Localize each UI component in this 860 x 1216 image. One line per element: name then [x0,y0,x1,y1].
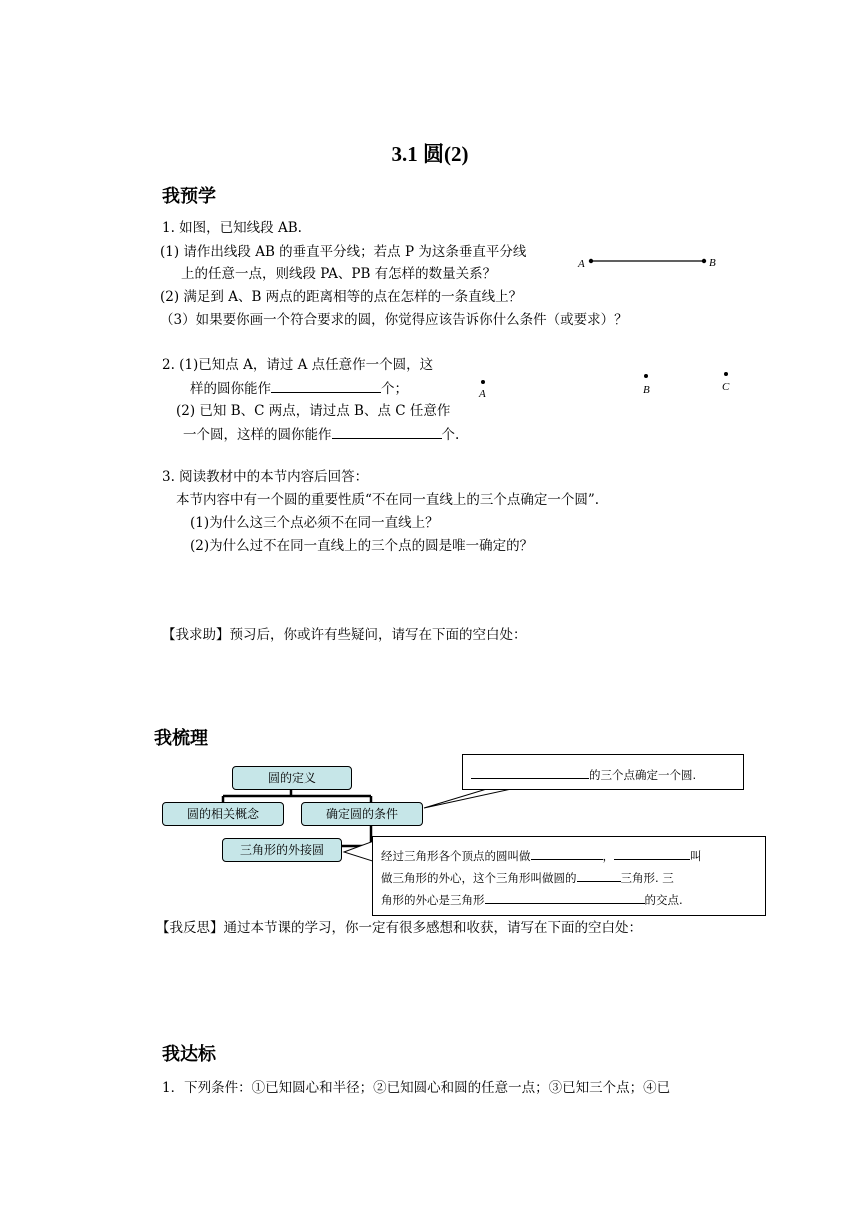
callout2-line3-b: 的交点. [644,893,683,907]
q3-line4: (2)为什么过不在同一直线上的三个点的圆是唯一确定的？ [190,538,534,554]
callout2-blank-3 [577,869,621,882]
q2-blank-1 [271,378,381,393]
box-related-concepts: 圆的相关概念 [162,802,284,826]
point-c-label: C [722,381,730,393]
q1-line3: 上的任意一点，则线段 PA、PB 有怎样的数量关系？ [181,266,497,282]
q2-line4-text: 一个圆，这样的圆你能作 [183,427,332,443]
callout2-line3-a: 角形的外心是三角形 [381,893,485,907]
q2-line1: 2. (1)已知点 A，请过 A 点任意作一个圆，这 [162,357,434,373]
reflect-prompt: 【我反思】通过本节课的学习，你一定有很多感想和收获，请写在下面的空白处： [156,920,642,936]
q1-line1: 1. 如图，已知线段 AB. [162,220,302,236]
q2-line3: (2) 已知 B、C 两点，请过点 B、点 C 任意作 [176,403,451,419]
point-b-dot-2 [644,374,648,378]
callout-three-points-label: 的三个点确定一个圆. [589,768,697,782]
callout2-line3 [381,889,702,911]
callout-three-points-text [471,765,696,783]
point-a-dot-2 [481,380,485,384]
q3-line2: 本节内容中有一个圆的重要性质“不在同一直线上的三个点确定一个圆”. [176,492,600,508]
callout-three-points [462,754,744,790]
point-c-dot [724,372,728,376]
point-b-dot [702,259,706,263]
point-b-label: B [709,257,716,269]
callout2-line2-a: 做三角形的外心，这个三角形叫做圆的 [381,871,577,885]
callout2-blank-4 [485,891,645,904]
section-heading-review: 我梳理 [154,728,208,749]
point-b-label-2: B [643,384,650,396]
page-title: 3.1 圆(2) [391,142,469,166]
section-heading-assess: 我达标 [162,1044,216,1065]
callout2-line1 [381,845,702,867]
callout2-line1-a: 经过三角形各个顶点的圆叫做 [381,849,531,863]
q2-line4 [183,424,459,445]
q2-line2-text: 样的圆你能作 [190,381,271,397]
callout2-line2-b: 三角形. 三 [620,871,674,885]
help-prompt: 【我求助】预习后，你或许有些疑问，请写在下面的空白处： [162,627,527,643]
q3-line3: (1)为什么这三个点必须不在同一直线上？ [190,515,439,531]
callout-circumcircle [372,836,766,916]
q2-line2-end: 个； [381,381,408,397]
q2-blank-2 [332,424,442,439]
callout2-blank-2 [614,847,690,860]
point-a-label-2: A [479,388,486,400]
q1-line5: （3）如果要你画一个符合要求的圆，你觉得应该告诉你什么条件（或要求）？ [160,312,628,328]
callout2-line1-b: ， [602,849,614,863]
point-a-dot [589,259,593,263]
section-heading-preview: 我预学 [162,186,216,207]
box-determine-conditions: 确定圆的条件 [301,802,423,826]
box-circumcircle: 三角形的外接圆 [222,838,342,862]
callout2-line2 [381,867,702,889]
callout2-blank-1 [531,847,603,860]
callout2-line1-c: 叫 [690,849,702,863]
q2-line2 [190,378,408,399]
q1-line4: (2) 满足到 A、B 两点的距离相等的点在怎样的一条直线上？ [160,289,523,305]
callout-blank-1 [471,765,589,779]
q2-line4-end: 个. [441,427,460,443]
point-a-label: A [578,258,585,270]
segment-ab-figure [575,252,725,274]
q1-line2: (1) 请作出线段 AB 的垂直平分线；若点 P 为这条垂直平分线 [160,244,527,260]
box-circle-definition: 圆的定义 [232,766,352,790]
assess-q1: 1．下列条件：①已知圆心和半径；②已知圆心和圆的任意一点；③已知三个点；④已 [162,1080,671,1096]
callout-circumcircle-text [381,845,702,911]
q3-line1: 3. 阅读教材中的本节内容后回答： [162,469,369,485]
